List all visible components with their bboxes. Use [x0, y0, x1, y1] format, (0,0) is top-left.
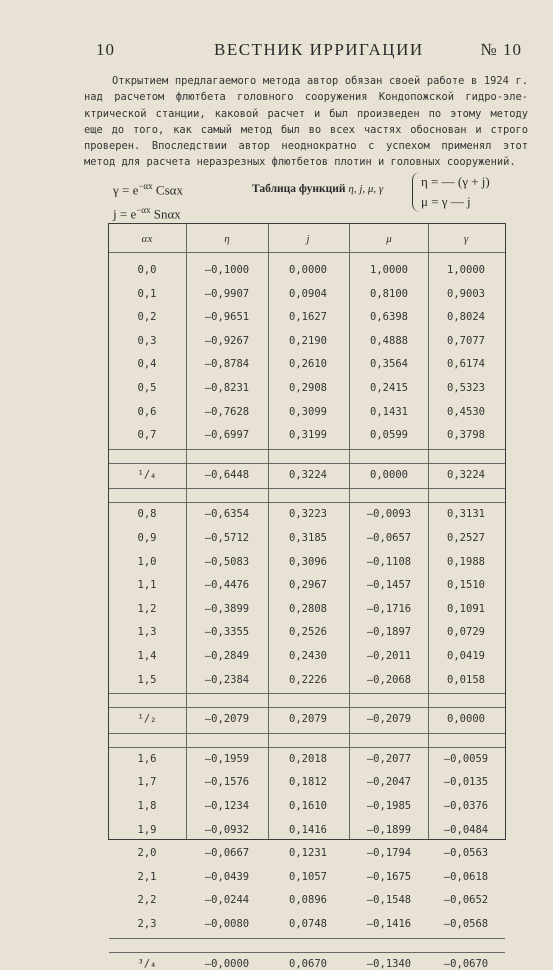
- table-cell: —0,0568: [443, 918, 489, 930]
- column-header: αx: [141, 233, 153, 245]
- table-cell: 0,3564: [370, 358, 408, 371]
- column-header: j: [306, 233, 310, 245]
- table-cell: 0,1231: [289, 847, 327, 860]
- table-cell: —0,1457: [366, 579, 412, 592]
- table-cell: 0,2415: [370, 382, 408, 394]
- table-cell: 0,3185: [289, 532, 327, 544]
- table-cell: 1,5: [137, 673, 157, 686]
- table-cell: —0,5712: [204, 532, 250, 544]
- table-cell: 0,0: [137, 264, 157, 276]
- table-cell: —0,0670: [443, 957, 489, 970]
- table-cell: —0,0000: [204, 957, 250, 970]
- table-cell: 0,3096: [289, 555, 327, 568]
- row-divider: [109, 502, 505, 503]
- row-divider: [109, 463, 505, 464]
- table-cell: 0,6174: [447, 358, 485, 371]
- table-cell: 0,8024: [447, 311, 485, 324]
- table-cell: —0,2079: [204, 713, 250, 726]
- table-cell: —0,4476: [204, 579, 250, 592]
- table-cell: 0,1510: [447, 579, 485, 592]
- row-divider: [109, 707, 505, 708]
- row-divider: [109, 449, 505, 450]
- table-cell: —0,1576: [204, 776, 250, 789]
- table-cell: 0,0896: [289, 894, 327, 907]
- table-cell: 0,0000: [289, 264, 327, 276]
- row-divider: [109, 488, 505, 489]
- paragraph-line: еще до того, как самый метод был во всех частях обоснован и строго: [84, 123, 528, 136]
- table-cell: 1,7: [137, 776, 157, 789]
- table-cell: 0,1627: [289, 311, 327, 324]
- table-cell: 1,8: [137, 800, 157, 812]
- table-cell: 1,9: [137, 823, 157, 836]
- table-cell: ³/₄: [137, 957, 157, 970]
- table-cell: 0,9003: [447, 287, 485, 300]
- table-cell: —0,5083: [204, 555, 250, 568]
- table-cell: 0,4888: [370, 334, 408, 347]
- paragraph-line: метод для расчета неразрезных флютбетов плотин и головных сооружений.: [84, 156, 516, 169]
- gamma-formula: $\gamma = e^{-\alpha x}$ Csαx: [113, 181, 183, 198]
- paragraph-line: над расчетом флютбета головного сооружения Кондопожской гидро-эле-: [84, 91, 528, 104]
- intro-paragraph: [84, 73, 528, 171]
- table-cell: —0,1340: [366, 957, 412, 970]
- table-cell: —0,6448: [204, 468, 250, 481]
- table-cell: 0,0158: [447, 673, 485, 686]
- table-cell: 0,1: [137, 287, 157, 300]
- table-cell: 0,6: [137, 405, 157, 418]
- paragraph-line: Открытием предлагаемого метода автор обязан своей работе в 1924 г.: [112, 75, 528, 87]
- row-divider: [109, 747, 505, 748]
- table-cell: —0,1897: [366, 626, 412, 639]
- table-cell: 0,3223: [289, 508, 327, 521]
- table-cell: 0,2908: [289, 382, 327, 394]
- row-divider: [109, 938, 505, 939]
- table-cell: 0,1988: [447, 555, 485, 568]
- table-cell: 0,2190: [289, 334, 327, 347]
- table-cell: —0,2384: [204, 673, 250, 686]
- table-cell: —0,8231: [204, 382, 250, 394]
- table-cell: 0,3798: [447, 429, 485, 442]
- table-cell: 0,0000: [370, 468, 408, 481]
- paragraph-line: проверен. Впоследствии автор неоднократно с успехом применял этот: [84, 140, 528, 153]
- table-cell: 0,0670: [289, 957, 327, 970]
- table-cell: ¹/₂: [137, 713, 157, 726]
- table-cell: 0,3: [137, 334, 157, 347]
- table-cell: —0,2849: [204, 650, 250, 662]
- table-cell: —0,1234: [204, 800, 250, 812]
- table-cell: 2,1: [137, 870, 157, 883]
- table-cell: —0,1108: [366, 555, 412, 568]
- table-cell: 0,3131: [447, 508, 485, 521]
- table-cell: —0,8784: [204, 358, 250, 371]
- table-cell: —0,0652: [443, 894, 489, 907]
- table-cell: 0,2079: [289, 713, 327, 726]
- table-title-label: Таблица функций: [252, 183, 349, 195]
- table-cell: —0,1548: [366, 894, 412, 907]
- table-cell: —0,0439: [204, 870, 250, 883]
- table-cell: —0,2011: [366, 650, 412, 662]
- table-cell: 0,3199: [289, 429, 327, 442]
- row-divider: [109, 733, 505, 734]
- table-cell: 1,0000: [370, 264, 408, 276]
- table-cell: —0,1716: [366, 602, 412, 615]
- table-cell: —0,7628: [204, 405, 250, 418]
- table-cell: 0,2610: [289, 358, 327, 371]
- table-cell: 0,0904: [289, 287, 327, 300]
- table-cell: 0,0419: [447, 650, 485, 662]
- table-cell: 0,8: [137, 508, 157, 521]
- table-cell: 0,0000: [447, 713, 485, 726]
- table-cell: —0,1794: [366, 847, 412, 860]
- table-cell: —0,9651: [204, 311, 250, 324]
- table-cell: —0,0932: [204, 823, 250, 836]
- table-cell: 0,1610: [289, 800, 327, 812]
- table-cell: —0,1985: [366, 800, 412, 812]
- table-cell: 1,3: [137, 626, 157, 639]
- table-cell: 0,7: [137, 429, 157, 442]
- column-header: γ: [463, 233, 469, 245]
- page-number: 10: [96, 40, 115, 59]
- row-divider: [109, 952, 505, 953]
- table-cell: —0,1675: [366, 870, 412, 883]
- table-cell: —0,0244: [204, 894, 250, 907]
- table-cell: —0,1899: [366, 823, 412, 836]
- table-cell: —0,3899: [204, 602, 250, 615]
- table-cell: —0,0657: [366, 532, 412, 544]
- mu-formula: μ = γ — j: [421, 194, 471, 209]
- table-cell: 0,1431: [370, 405, 408, 418]
- table-title: [252, 183, 383, 195]
- table-cell: —0,0135: [443, 776, 489, 789]
- table-cell: —0,0093: [366, 508, 412, 521]
- table-cell: 0,2527: [447, 532, 485, 544]
- table-cell: 0,1091: [447, 602, 485, 615]
- table-cell: —0,0059: [443, 752, 489, 765]
- gamma-j-formulas: [113, 176, 183, 225]
- journal-title: ВЕСТНИК ИРРИГАЦИИ: [214, 40, 424, 59]
- table-cell: 0,2967: [289, 579, 327, 592]
- table-cell: —0,1959: [204, 752, 250, 765]
- table-cell: 0,8100: [370, 287, 408, 300]
- j-formula: $j = e^{-\alpha x}$ Snαx: [113, 205, 181, 222]
- column-header: μ: [386, 233, 392, 245]
- table-cell: —0,0080: [204, 918, 250, 930]
- table-cell: —0,9267: [204, 334, 250, 347]
- table-cell: 1,1: [137, 579, 157, 592]
- table-cell: 0,3224: [289, 468, 327, 481]
- table-cell: 0,1416: [289, 823, 327, 836]
- table-cell: —0,2047: [366, 776, 412, 789]
- table-cell: —0,0618: [443, 870, 489, 883]
- page-header: [96, 40, 522, 62]
- table-cell: 0,2: [137, 311, 157, 324]
- table-cell: —0,6997: [204, 429, 250, 442]
- table-cell: 0,5: [137, 382, 157, 394]
- table-cell: 0,2526: [289, 626, 327, 639]
- table-cell: 0,2430: [289, 650, 327, 662]
- table-cell: 0,2226: [289, 673, 327, 686]
- table-cell: 0,1057: [289, 870, 327, 883]
- table-cell: 0,7077: [447, 334, 485, 347]
- table-cell: 1,2: [137, 602, 157, 615]
- table-cell: 0,6398: [370, 311, 408, 324]
- paragraph-line: ктрической станции, каковой расчет и был произведен по этому методу: [84, 107, 528, 120]
- table-cell: —0,6354: [204, 508, 250, 521]
- table-cell: 1,0: [137, 555, 157, 568]
- table-cell: —0,1416: [366, 918, 412, 930]
- issue-number: № 10: [480, 40, 522, 59]
- table-cell: 1,4: [137, 650, 157, 662]
- table-cell: 0,5323: [447, 382, 485, 394]
- column-header: η: [224, 233, 230, 245]
- table-cell: 0,3224: [447, 468, 485, 481]
- table-cell: —0,2079: [366, 713, 412, 726]
- table-cell: 2,2: [137, 894, 157, 907]
- row-divider: [109, 693, 505, 694]
- table-cell: —0,0563: [443, 847, 489, 860]
- table-cell: 0,4: [137, 358, 157, 371]
- table-cell: 0,3099: [289, 405, 327, 418]
- eta-mu-formulas: [412, 172, 490, 212]
- table-cell: —0,2068: [366, 673, 412, 686]
- function-table: [108, 223, 506, 970]
- table-cell: 0,0729: [447, 626, 485, 639]
- table-cell: —0,3355: [204, 626, 250, 639]
- table-cell: —0,0376: [443, 800, 489, 812]
- row-divider: [109, 252, 505, 253]
- table-cell: 0,0599: [370, 429, 408, 442]
- table-cell: 2,3: [137, 918, 157, 930]
- table-cell: 0,9: [137, 532, 157, 544]
- table-title-vars: η, j, μ, γ: [348, 183, 384, 195]
- table-cell: 0,0748: [289, 918, 327, 930]
- table-cell: —0,1000: [204, 264, 250, 276]
- table-cell: —0,2077: [366, 752, 412, 765]
- table-cell: 1,6: [137, 752, 157, 765]
- table-cell: 0,2018: [289, 752, 327, 765]
- table-cell: —0,0667: [204, 847, 250, 860]
- table-cell: 1,0000: [447, 264, 485, 276]
- table-cell: 0,1812: [289, 776, 327, 789]
- table-cell: 0,2808: [289, 602, 327, 615]
- eta-formula: η = — (γ + j): [421, 174, 490, 189]
- table-cell: 2,0: [137, 847, 157, 860]
- table-cell: —0,9907: [204, 287, 250, 300]
- table-cell: ¹/₄: [137, 468, 157, 481]
- table-cell: —0,0484: [443, 823, 489, 836]
- table-cell: 0,4530: [447, 405, 485, 418]
